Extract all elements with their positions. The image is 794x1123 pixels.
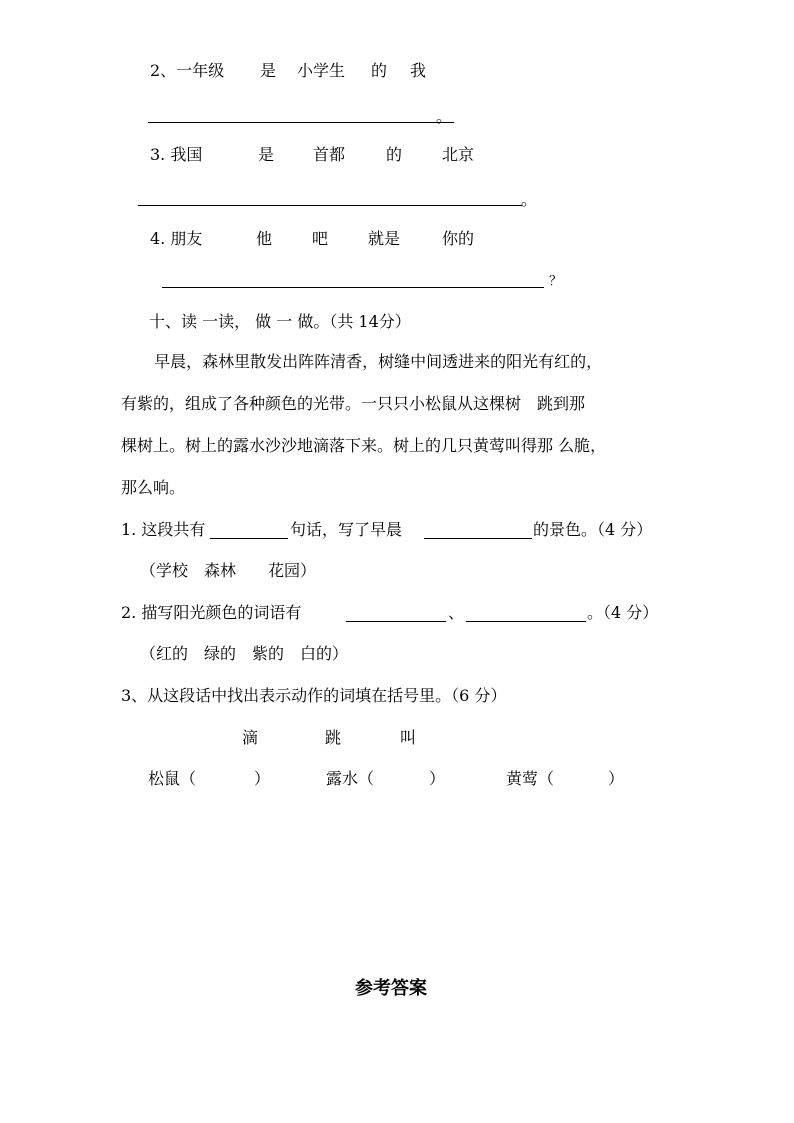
q3-close-oriole: ） (608, 769, 625, 788)
answer-line-sentence-3[interactable] (138, 205, 522, 206)
sentence-4-end-mark: ？ (549, 274, 563, 289)
passage-line-2: 有紫的，组成了各种颜色的光带。一只只小松鼠从这棵树 跳到那 (121, 394, 586, 413)
sentence-3-word-3: 首都 (313, 145, 346, 164)
q3-close-squirrel: ） (254, 769, 271, 788)
sentence-2-word-4: 的 (371, 61, 388, 80)
q3-blank-dew[interactable] (386, 771, 428, 789)
answer-line-sentence-2[interactable] (148, 122, 454, 123)
q2-blank-2[interactable] (466, 621, 586, 622)
q3-verb-drip: 滴 (242, 728, 259, 747)
sentence-2-word-1: 2、一年级 (150, 61, 225, 80)
section-ten-heading: 十、读 一读， 做 一 做。（共 14分） (149, 312, 411, 331)
q2-text-start: 2. 描写阳光颜色的词语有 (121, 603, 302, 622)
q2-blank-1[interactable] (346, 621, 446, 622)
q3-blank-oriole[interactable] (566, 771, 608, 789)
q3-blank-squirrel[interactable] (208, 771, 250, 789)
sentence-3-word-4: 的 (386, 145, 403, 164)
q1-blank-place[interactable] (424, 538, 532, 539)
sentence-4-word-1: 4. 朋友 (150, 229, 203, 248)
sentence-2-end-mark: 。 (436, 107, 453, 126)
q1-text-end: 的景色。（4 分） (533, 520, 653, 539)
q2-separator: 、 (448, 603, 465, 622)
q1-text-start: 1. 这段共有 (121, 520, 206, 539)
q1-blank-sentence-count[interactable] (210, 538, 288, 539)
q1-text-middle: 句话，写了早晨 (290, 520, 403, 539)
q2-text-end: 。（4 分） (587, 603, 659, 622)
sentence-3-word-5: 北京 (442, 145, 475, 164)
q3-verb-jump: 跳 (325, 728, 342, 747)
sentence-3-word-1: 3. 我国 (150, 145, 203, 164)
answer-line-sentence-4[interactable] (162, 287, 544, 288)
sentence-4-word-5: 你的 (442, 229, 475, 248)
q3-label-dew: 露水（ (326, 769, 375, 788)
answer-key-title: 参考答案 (355, 978, 427, 999)
sentence-3-end-mark: 。 (521, 190, 538, 209)
q3-close-dew: ） (429, 769, 446, 788)
q2-options: （红的 绿的 紫的 白的） (140, 644, 349, 663)
sentence-4-word-3: 吧 (312, 229, 329, 248)
passage-line-4: 那么响。 (121, 478, 186, 497)
q3-label-oriole: 黄莺（ (506, 769, 555, 788)
sentence-3-word-2: 是 (258, 145, 275, 164)
q3-verb-call: 叫 (400, 728, 417, 747)
q3-label-squirrel: 松鼠（ (148, 769, 197, 788)
sentence-4-word-4: 就是 (368, 229, 401, 248)
passage-line-1: 早晨，森林里散发出阵阵清香，树缝中间透进来的阳光有红的， (149, 352, 603, 371)
sentence-4-word-2: 他 (256, 229, 273, 248)
q1-options: （学校 森林 花园） (140, 561, 317, 580)
sentence-2-word-3: 小学生 (297, 61, 346, 80)
q3-text: 3、从这段话中找出表示动作的词填在括号里。（6 分） (121, 686, 507, 705)
passage-line-3: 棵树上。树上的露水沙沙地滴落下来。树上的几只黄莺叫得那 么脆， (121, 436, 607, 455)
sentence-2-word-5: 我 (410, 61, 427, 80)
sentence-2-word-2: 是 (260, 61, 277, 80)
